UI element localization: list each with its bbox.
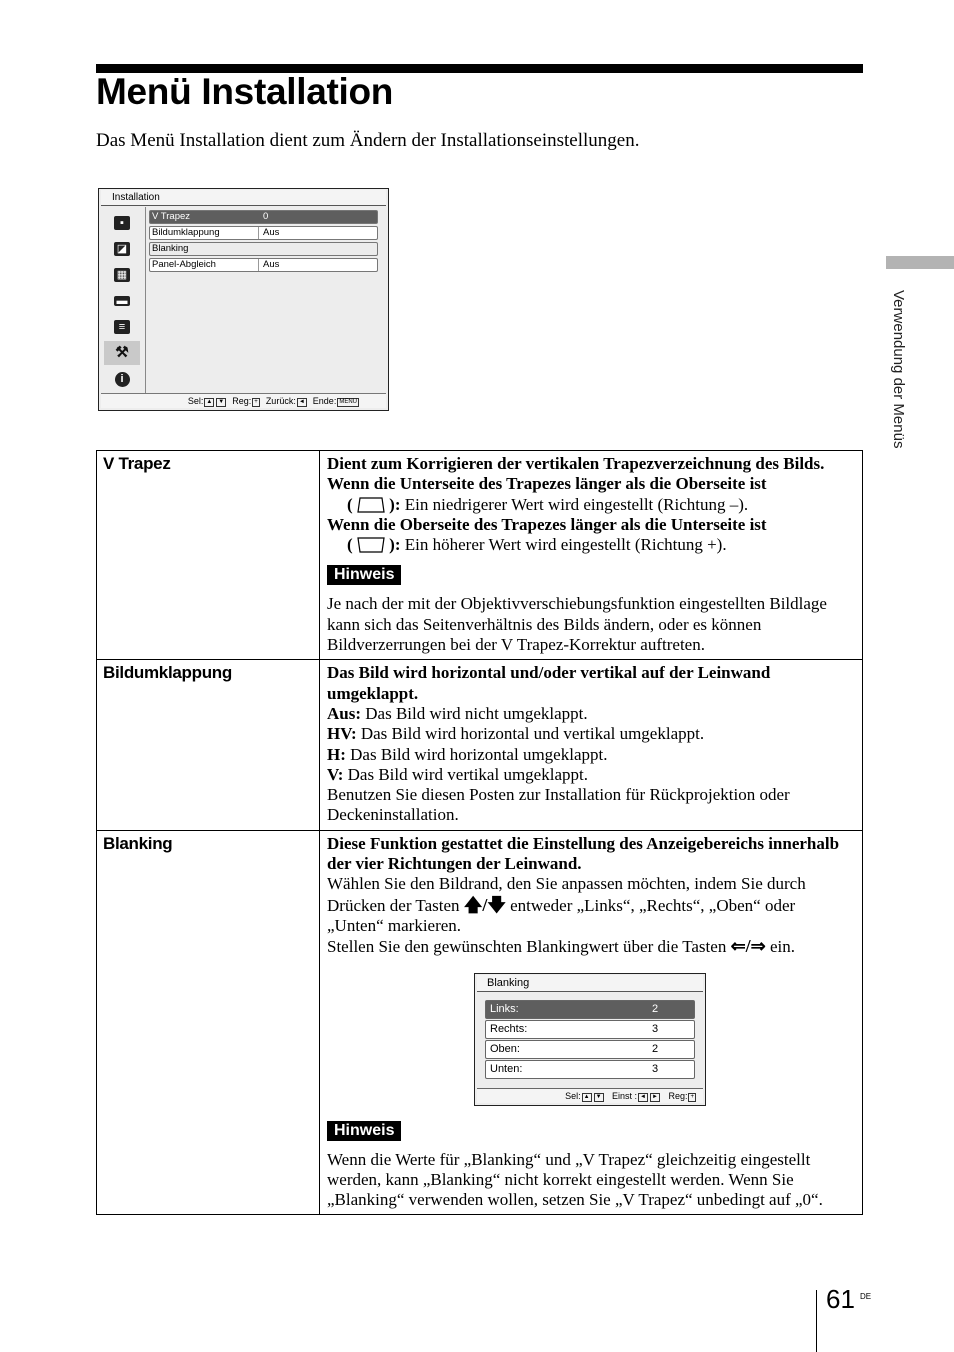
bildumklappung-intro: Das Bild wird horizontal und/oder vertikal auf der Leinwand umgeklappt. bbox=[327, 663, 771, 703]
v-trapez-case2-text: Ein höherer Wert wird eingestellt (Richtung +). bbox=[404, 535, 727, 555]
settings-table bbox=[96, 450, 863, 1215]
submenu-row-unten: Unten: 3 bbox=[485, 1060, 695, 1079]
page-number: 61 bbox=[826, 1284, 855, 1314]
blanking-submenu-screenshot bbox=[474, 973, 706, 1106]
page-title: Menü Installation bbox=[96, 71, 394, 112]
menu-icon-column bbox=[103, 211, 142, 393]
option-line: HV: Das Bild wird horizontal und vertikal umgeklappt. bbox=[327, 724, 705, 744]
setting-name: Blanking bbox=[97, 830, 320, 1215]
v-trapez-case1: Wenn die Unterseite des Trapezes länger als die Oberseite ist bbox=[327, 474, 767, 494]
menu-row-label: V Trapez bbox=[152, 211, 191, 222]
footer-sel: Sel: bbox=[187, 396, 204, 406]
left-key-icon: ◄ bbox=[298, 399, 305, 405]
table-row-v-trapez bbox=[97, 451, 863, 660]
blanking-note: Wenn die Werte für „Blanking“ und „V Trapez“ gleichzeitig eingestellt werden, kann „Blanking“ nicht korrekt eingestellt werden. Wenn Sie „Blanking“ verwenden wollen, setzen Sie „V Trapez“ unbedingt auf „0“. bbox=[327, 1149, 823, 1210]
installation-wrench-icon: ⚒ bbox=[104, 341, 140, 365]
submenu-row-oben: Oben: 2 bbox=[485, 1040, 695, 1059]
down-key-icon: ▼ bbox=[218, 399, 225, 405]
table-row-blanking bbox=[97, 830, 863, 1215]
trapezoid-wide-bottom-icon bbox=[357, 497, 385, 513]
submenu-row-links: Links: 2 bbox=[485, 1000, 695, 1019]
blanking-intro: Diese Funktion gestattet die Einstellung des Anzeigebereichs innerhalb der vier Richtungen der Leinwand. bbox=[327, 833, 840, 874]
menu-footer bbox=[101, 393, 386, 408]
screen-icon: ▦ bbox=[104, 263, 140, 287]
menu-row-label: Panel-Abgleich bbox=[152, 259, 216, 270]
trapezoid-wide-top-icon bbox=[357, 537, 385, 553]
menu-row-bildumklappung bbox=[149, 226, 378, 240]
page-number-rule bbox=[816, 1290, 817, 1352]
v-trapez-case2: Wenn die Oberseite des Trapezes länger als die Unterseite ist bbox=[327, 514, 767, 534]
option-line: V: Das Bild wird vertikal umgeklappt. bbox=[327, 764, 588, 784]
menu-row-label: Bildumklappung bbox=[152, 227, 220, 238]
menu-row-panel-abgleich bbox=[149, 258, 378, 272]
left-key-icon: ◄ bbox=[640, 1093, 646, 1100]
v-trapez-case1-text: Ein niedrigerer Wert wird eingestellt (Richtung –). bbox=[404, 494, 749, 514]
function-icon: ▬ bbox=[104, 289, 140, 313]
table-row-bildumklappung bbox=[97, 660, 863, 830]
menu-key-icon: MENU bbox=[339, 399, 357, 405]
menu-row-v-trapez bbox=[149, 210, 378, 224]
installation-menu-screenshot bbox=[98, 188, 389, 411]
joystick-key-icon: + bbox=[254, 399, 258, 405]
footer-back: Zurück: bbox=[265, 396, 296, 406]
side-tab-bar bbox=[886, 256, 954, 269]
menu-row-label: Blanking bbox=[152, 243, 189, 254]
right-key-icon: ► bbox=[652, 1093, 658, 1100]
footer-reg: Reg: bbox=[232, 396, 252, 406]
menu-row-value: Aus bbox=[263, 259, 280, 270]
menu-row-value: Aus bbox=[263, 227, 280, 238]
option-line: H: Das Bild wird horizontal umgeklappt. bbox=[327, 744, 608, 764]
setting-description bbox=[320, 660, 863, 830]
menu-divider bbox=[145, 207, 146, 397]
menu-title: Installation bbox=[101, 190, 386, 206]
setting-description bbox=[320, 830, 863, 1215]
blanking-value-instructions: Stellen Sie den gewünschten Blankingwert über die Tasten ⇐/⇒ ein. bbox=[327, 936, 796, 957]
v-trapez-intro: Dient zum Korrigieren der vertikalen Trapezverzeichnung des Bilds. bbox=[327, 454, 825, 473]
picture-adjust-icon: ◪ bbox=[104, 237, 140, 261]
option-line: Aus: Das Bild wird nicht umgeklappt. bbox=[327, 703, 588, 723]
submenu-row-rechts: Rechts: 3 bbox=[485, 1020, 695, 1039]
intro-text: Das Menü Installation dient zum Ändern der Installationseinstellungen. bbox=[96, 130, 640, 151]
v-trapez-case1-detail: ( ): Ein niedrigerer Wert wird eingestellt (Richtung –). bbox=[347, 494, 749, 514]
menu-row-blanking bbox=[149, 242, 378, 256]
page-language: DE bbox=[860, 1292, 872, 1301]
submenu-footer: Sel: ▲ ▼ Einst : ◄ ► Reg: + bbox=[477, 1088, 703, 1103]
menu-rows bbox=[149, 210, 378, 274]
note-badge: Hinweis bbox=[327, 1121, 401, 1141]
picture-icon: ▪ bbox=[104, 211, 140, 235]
v-trapez-note: Je nach der mit der Objektivverschiebungsfunktion eingestellten Bildlage kann sich das Seitenverhältnis des Bilds ändern, oder es können Bildverzerrungen bei der V Trapez-Korrektur auftreten. bbox=[327, 594, 827, 655]
left-right-arrow-icon: ⇐/⇒ bbox=[730, 936, 766, 957]
down-key-icon: ▼ bbox=[595, 1093, 602, 1100]
bildumklappung-usage: Benutzen Sie diesen Posten zur Installation für Rückprojektion oder Deckeninstallation. bbox=[327, 785, 790, 825]
information-icon: i bbox=[104, 367, 140, 391]
note-badge: Hinweis bbox=[327, 565, 401, 585]
up-key-icon: ▲ bbox=[583, 1093, 590, 1100]
submenu-title: Blanking bbox=[477, 975, 703, 992]
up-down-arrow-icon: 🡅/🡇 bbox=[463, 894, 506, 915]
up-key-icon: ▲ bbox=[206, 399, 213, 405]
operation-icon: ≡ bbox=[104, 315, 140, 339]
v-trapez-case2-detail: ( ): Ein höherer Wert wird eingestellt (Richtung +). bbox=[347, 535, 727, 555]
blanking-select-instructions: Wählen Sie den Bildrand, den Sie anpassen möchten, indem Sie durch Drücken der Tasten 🡅/🡇 entweder „Links“, „Rechts“, „Oben“ oder „Unten“ markieren. bbox=[327, 874, 806, 935]
footer-end: Ende: bbox=[312, 396, 337, 406]
menu-row-value: 0 bbox=[263, 211, 269, 222]
setting-description bbox=[320, 451, 863, 660]
setting-name: V Trapez bbox=[97, 451, 320, 660]
joystick-key-icon: + bbox=[690, 1093, 694, 1100]
side-tab-label: Verwendung der Menüs bbox=[890, 290, 907, 449]
setting-name: Bildumklappung bbox=[97, 660, 320, 830]
